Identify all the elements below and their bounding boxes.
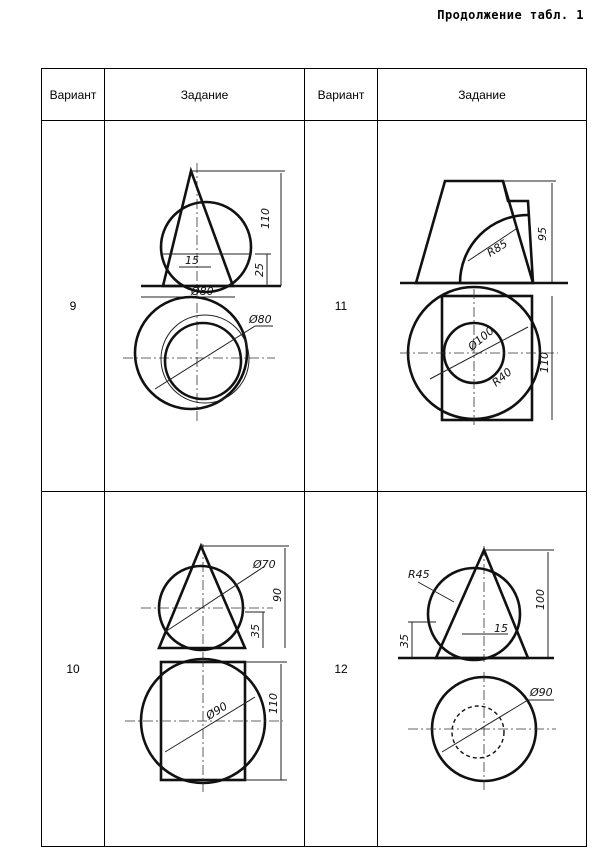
variant-number: 12 [305, 492, 378, 847]
table-continuation-caption: Продолжение табл. 1 [437, 8, 584, 22]
dim-height: 90 [271, 588, 284, 602]
task-drawing-cell [378, 492, 587, 847]
dim-depth: 110 [538, 352, 551, 373]
dim-sphere-diameter: Ø70 [253, 558, 276, 571]
variant-number: 10 [42, 492, 105, 847]
header-task: Задание [378, 69, 587, 121]
task-drawing-cell [378, 121, 587, 492]
header-task: Задание [105, 69, 305, 121]
header-variant: Вариант [42, 69, 105, 121]
dim-top-diameter: Ø90 [530, 686, 553, 699]
table-header-row [42, 69, 587, 121]
dim-offset: 35 [398, 634, 411, 648]
task-drawing-cell [105, 492, 305, 847]
drawing-variant-9 [105, 121, 305, 491]
table-row [42, 121, 587, 492]
header-variant: Вариант [305, 69, 378, 121]
drawing-variant-10 [105, 492, 305, 846]
dim-top-diameter: Ø80 [249, 313, 272, 326]
dim-offset: 25 [253, 263, 266, 277]
dim-depth: 110 [267, 693, 280, 714]
dim-height: 95 [536, 227, 549, 241]
dim-base-diameter: Ø90 [203, 699, 230, 723]
dim-radius: R45 [408, 568, 430, 581]
table-row [42, 492, 587, 847]
variants-table [41, 68, 587, 847]
dim-base-diameter: Ø80 [191, 285, 214, 298]
dim-height: 100 [534, 589, 547, 610]
dim-width: 15 [494, 622, 508, 635]
drawing-variant-11 [378, 121, 587, 491]
dim-offset: 35 [249, 624, 262, 638]
drawing-variant-12 [378, 492, 587, 846]
dim-height: 110 [259, 208, 272, 229]
dim-inner-diameter: Ø100 [465, 324, 497, 354]
dim-width: 15 [185, 254, 199, 267]
variant-number: 9 [42, 121, 105, 492]
dim-inner-radius: R40 [489, 365, 515, 390]
task-drawing-cell [105, 121, 305, 492]
variant-number: 11 [305, 121, 378, 492]
dim-radius: R85 [484, 237, 510, 260]
